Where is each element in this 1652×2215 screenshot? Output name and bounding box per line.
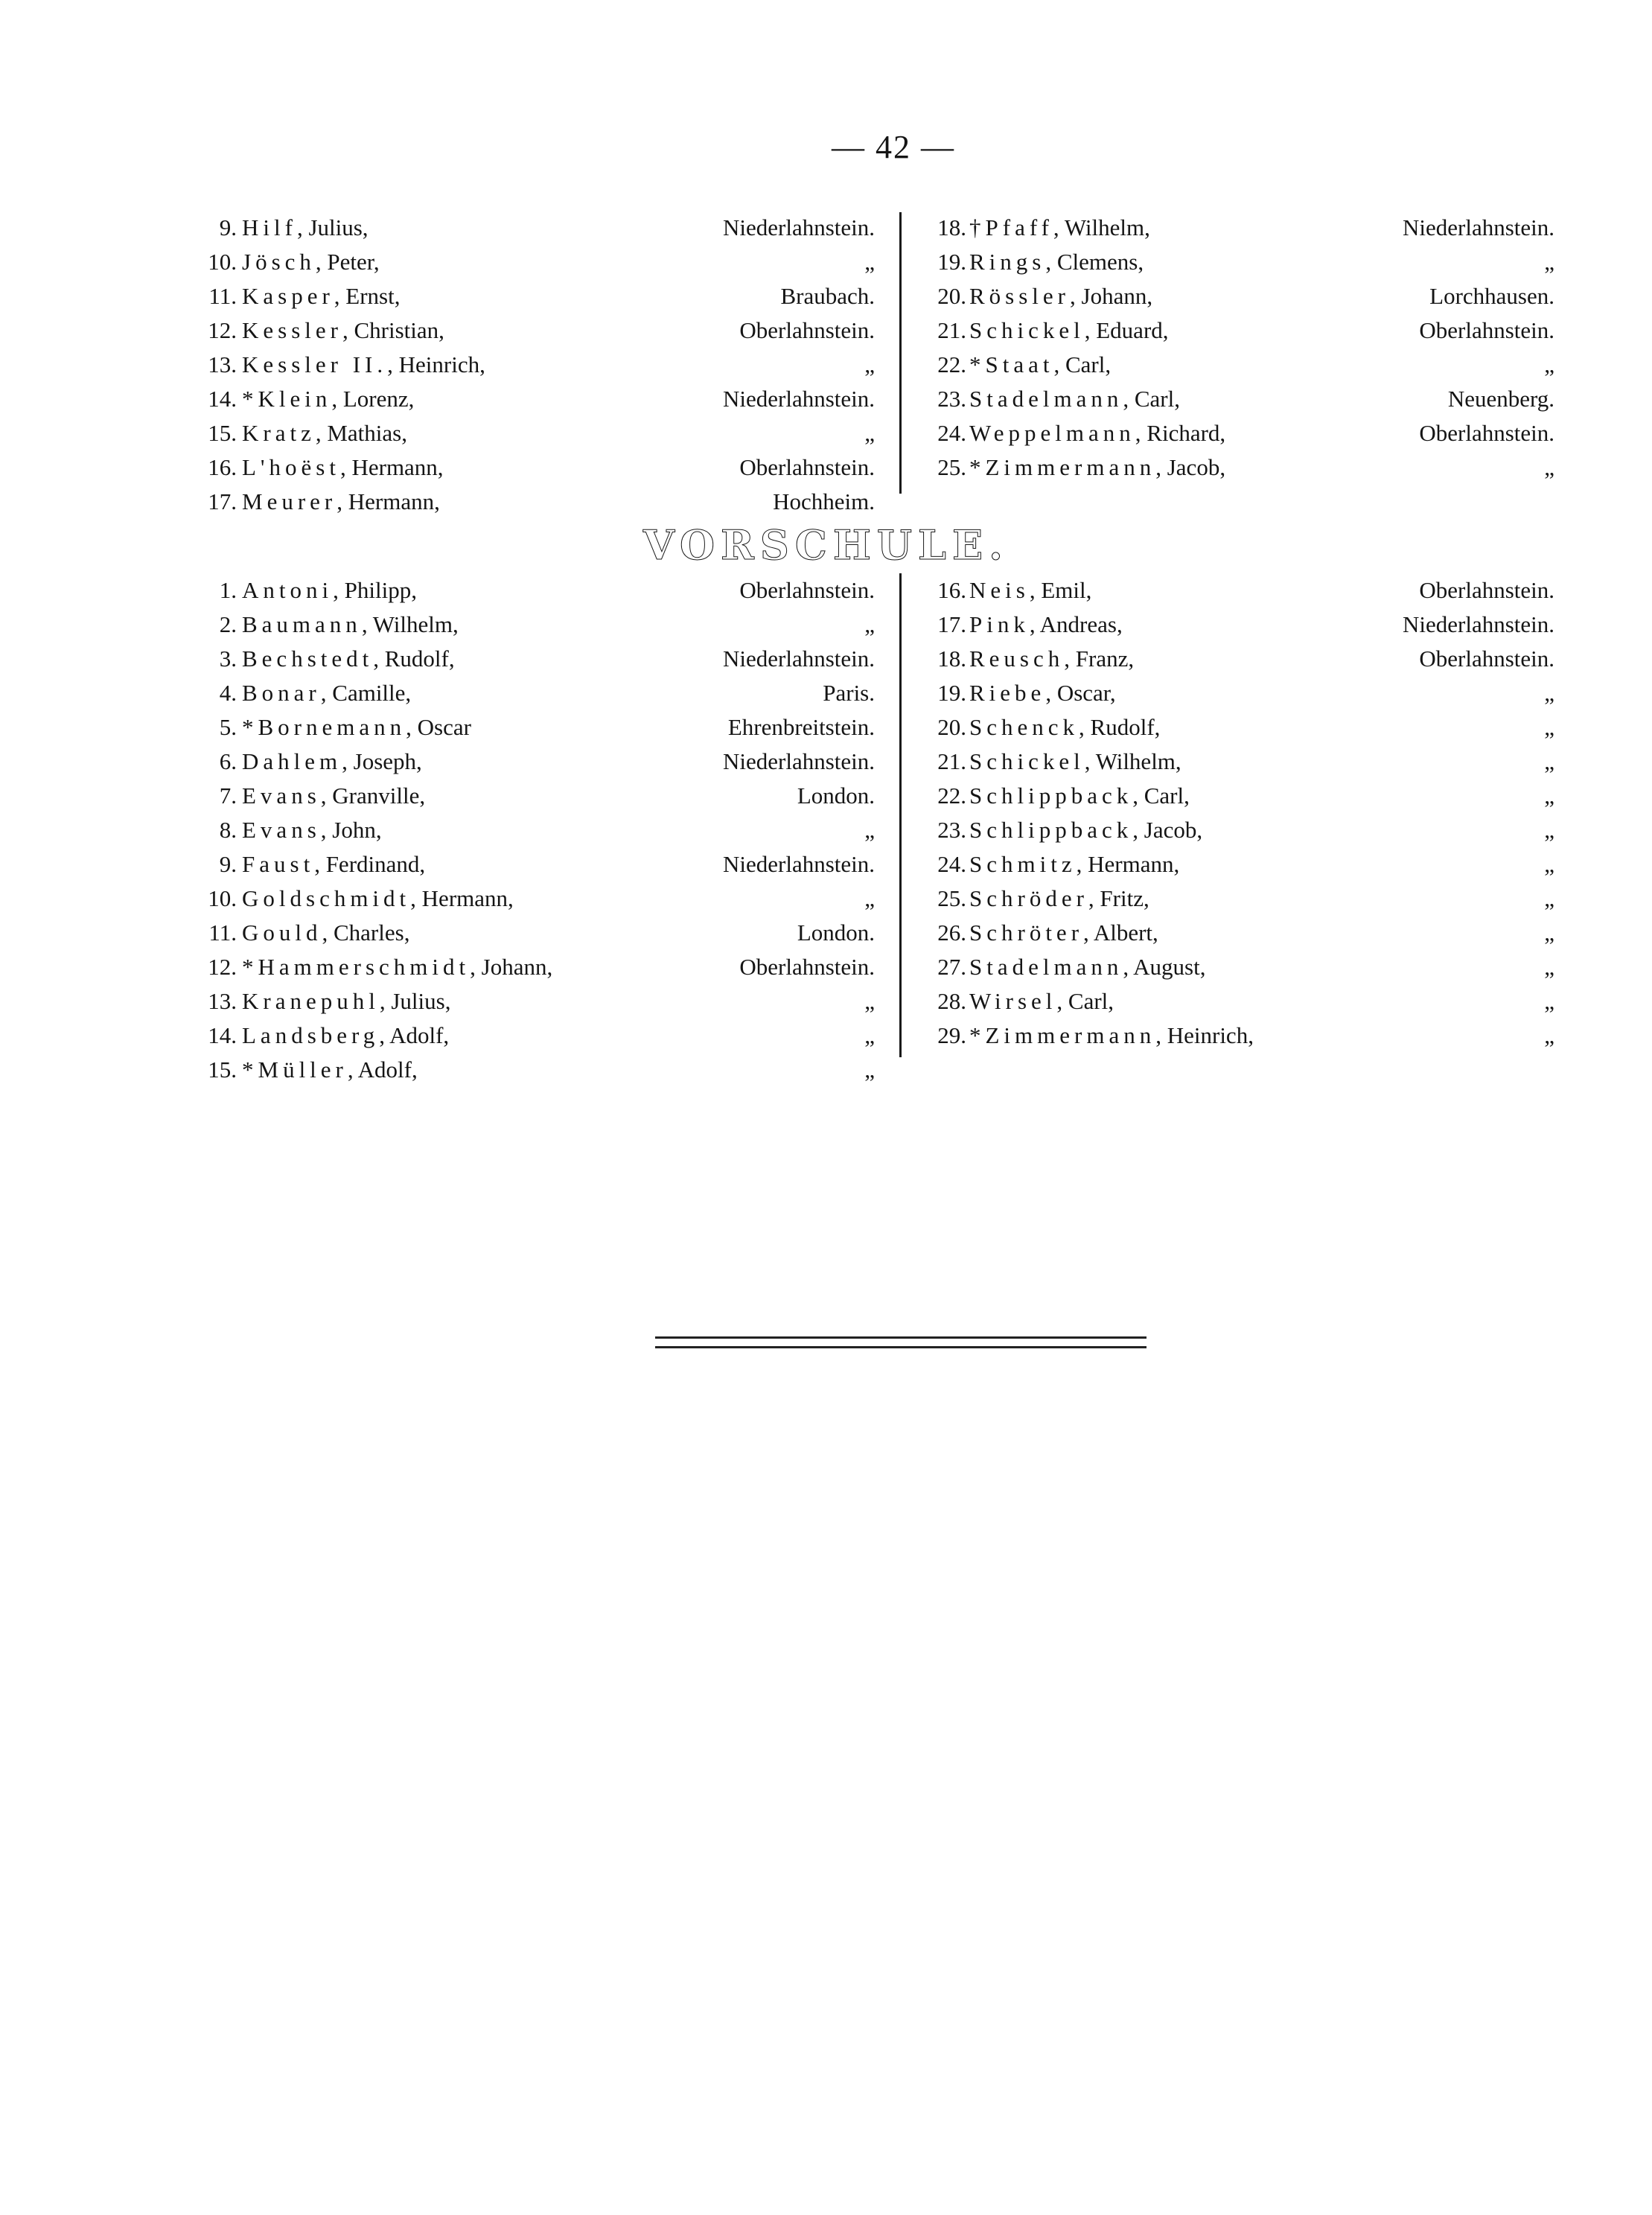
entry-number: 23. <box>937 386 966 412</box>
entry-surname: L'hoëst <box>242 454 340 480</box>
entry-name <box>969 211 1150 245</box>
entry-place: „ <box>864 1022 875 1048</box>
entry-place: „ <box>864 1056 875 1083</box>
vorschule-column-divider <box>899 573 902 1057</box>
entry-name <box>242 642 455 676</box>
list-item <box>179 710 875 745</box>
entry-number: 3. <box>219 646 237 672</box>
list-item <box>179 313 875 348</box>
list-item <box>908 950 1554 984</box>
entry-name <box>242 710 471 745</box>
entry-place: Niederlahnstein. <box>722 851 875 877</box>
entry-surname: Rings <box>969 249 1046 275</box>
entry-surname: Bonar <box>242 680 321 706</box>
entry-place: „ <box>864 351 875 377</box>
entry-surname: *Klein <box>242 386 332 412</box>
entry-given-name: , Hermann, <box>410 885 514 911</box>
list-item <box>908 313 1554 348</box>
entry-number: 24. <box>937 420 966 446</box>
entry-name <box>969 745 1181 779</box>
entry-given-name: , Carl, <box>1123 386 1180 412</box>
entry-surname: Evans <box>242 783 321 809</box>
entry-surname: Pink <box>969 611 1030 637</box>
entry-place: Lorchhausen. <box>1429 283 1554 309</box>
list-item <box>179 813 875 847</box>
upper-right-column <box>908 211 1554 485</box>
entry-given-name: , Ernst, <box>334 283 401 309</box>
list-item <box>179 950 875 984</box>
entry-number: 19. <box>937 249 966 275</box>
entry-surname: Bechstedt <box>242 646 374 672</box>
end-double-rule <box>655 1336 1146 1348</box>
list-item <box>908 573 1554 608</box>
entry-given-name: , Hermann, <box>1076 851 1180 877</box>
list-item <box>179 211 875 245</box>
entry-name <box>969 779 1190 813</box>
entry-given-name: , Andreas, <box>1029 611 1123 637</box>
entry-name <box>969 642 1134 676</box>
entry-surname: Kessler <box>242 317 342 343</box>
entry-surname: *Hammerschmidt <box>242 954 471 980</box>
entry-place: Niederlahnstein. <box>722 646 875 672</box>
upper-column-divider <box>899 212 902 494</box>
entry-place: „ <box>1544 851 1554 877</box>
entry-number: 21. <box>937 317 966 343</box>
entry-place: „ <box>1544 885 1554 911</box>
entry-surname: *Staat <box>969 351 1054 377</box>
entry-given-name: , Franz, <box>1064 646 1135 672</box>
entry-place: Ehrenbreitstein. <box>727 714 875 740</box>
entry-given-name: , Johann, <box>470 954 553 980</box>
list-item <box>908 1019 1554 1053</box>
list-item <box>179 485 875 519</box>
list-item <box>179 1019 875 1053</box>
entry-number: 19. <box>937 680 966 706</box>
entry-given-name: , Jacob, <box>1132 817 1203 843</box>
entry-place: Oberlahnstein. <box>1419 646 1554 672</box>
entry-place: Niederlahnstein. <box>722 748 875 774</box>
entry-number: 24. <box>937 851 966 877</box>
entry-surname: Schickel <box>969 748 1085 774</box>
entry-given-name: , Emil, <box>1029 577 1092 603</box>
entry-surname: Riebe <box>969 680 1046 706</box>
entry-given-name: , Adolf, <box>379 1022 450 1048</box>
list-item <box>908 745 1554 779</box>
entry-number: 22. <box>937 351 966 377</box>
upper-left-column <box>179 211 875 519</box>
entry-surname: Landsberg <box>242 1022 380 1048</box>
entry-name <box>242 573 417 608</box>
entry-surname: Goldschmidt <box>242 885 411 911</box>
entry-number: 5. <box>219 714 237 740</box>
entry-surname: Schröder <box>969 885 1088 911</box>
entry-number: 17. <box>937 611 966 637</box>
entry-number: 12. <box>208 954 237 980</box>
entry-name <box>969 573 1091 608</box>
entry-given-name: , Wilhelm, <box>1084 748 1181 774</box>
entry-number: 15. <box>208 1056 237 1083</box>
entry-place: „ <box>1544 680 1554 706</box>
entry-name <box>242 745 422 779</box>
entry-surname: †Pfaff <box>969 214 1053 240</box>
entry-number: 6. <box>219 748 237 774</box>
entry-place: „ <box>864 249 875 275</box>
entry-name <box>969 950 1205 984</box>
entry-name <box>242 882 514 916</box>
entry-place: „ <box>1544 1022 1554 1048</box>
entry-number: 26. <box>937 920 966 946</box>
entry-number: 22. <box>937 783 966 809</box>
entry-number: 9. <box>219 851 237 877</box>
entry-surname: Kasper <box>242 283 334 309</box>
entry-name <box>242 608 459 642</box>
entry-name <box>969 847 1179 882</box>
entry-given-name: , Peter, <box>315 249 380 275</box>
entry-given-name: , Carl, <box>1053 351 1112 377</box>
entry-number: 16. <box>208 454 237 480</box>
entry-given-name: , Eduard, <box>1084 317 1169 343</box>
entry-number: 14. <box>208 386 237 412</box>
entry-surname: *Zimmermann <box>969 454 1156 480</box>
list-item <box>908 245 1554 279</box>
entry-given-name: , Julius, <box>296 214 369 240</box>
entry-surname: Reusch <box>969 646 1065 672</box>
entry-number: 23. <box>937 817 966 843</box>
entry-given-name: , Fritz, <box>1088 885 1149 911</box>
entry-number: 1. <box>219 577 237 603</box>
list-item <box>908 847 1554 882</box>
entry-given-name: , Wilhelm, <box>361 611 459 637</box>
entry-number: 8. <box>219 817 237 843</box>
entry-name <box>242 245 380 279</box>
entry-name <box>242 1053 418 1087</box>
entry-name <box>242 676 411 710</box>
list-item <box>908 916 1554 950</box>
list-item <box>179 348 875 382</box>
list-item <box>179 745 875 779</box>
entry-name <box>969 984 1114 1019</box>
entry-given-name: , Richard, <box>1135 420 1226 446</box>
entry-name <box>242 211 369 245</box>
entry-given-name: , Philipp, <box>333 577 417 603</box>
entry-name <box>242 279 400 313</box>
entry-number: 25. <box>937 454 966 480</box>
entry-place: „ <box>1544 817 1554 843</box>
entry-surname: Schröter <box>969 920 1084 946</box>
entry-name <box>242 950 552 984</box>
entry-place: „ <box>864 420 875 446</box>
entry-surname: Antoni <box>242 577 334 603</box>
entry-place: Niederlahnstein. <box>1402 214 1554 240</box>
list-item <box>908 710 1554 745</box>
entry-given-name: , Hermann, <box>339 454 444 480</box>
list-item <box>908 608 1554 642</box>
entry-place: „ <box>1544 454 1554 480</box>
entry-place: „ <box>1544 954 1554 980</box>
entry-given-name: , Rudolf, <box>1079 714 1161 740</box>
entry-surname: Dahlem <box>242 748 342 774</box>
list-item <box>179 676 875 710</box>
list-item <box>179 573 875 608</box>
list-item <box>179 916 875 950</box>
entry-name <box>969 416 1225 450</box>
entry-place: Neuenberg. <box>1447 386 1554 412</box>
entry-number: 4. <box>219 680 237 706</box>
entry-number: 13. <box>208 988 237 1014</box>
entry-name <box>242 382 414 416</box>
entry-surname: Baumann <box>242 611 362 637</box>
entry-number: 20. <box>937 283 966 309</box>
entry-place: Oberlahnstein. <box>739 454 875 480</box>
entry-name <box>242 779 425 813</box>
entry-number: 11. <box>208 283 237 309</box>
entry-surname: Weppelmann <box>969 420 1135 446</box>
list-item <box>908 416 1554 450</box>
list-item <box>179 1053 875 1087</box>
entry-number: 21. <box>937 748 966 774</box>
entry-number: 13. <box>208 351 237 377</box>
entry-given-name: , Camille, <box>320 680 412 706</box>
entry-name <box>969 916 1158 950</box>
entry-surname: *Müller <box>242 1056 348 1083</box>
entry-surname: Kratz <box>242 420 316 446</box>
entry-name <box>242 813 382 847</box>
entry-place: Niederlahnstein. <box>722 386 875 412</box>
list-item <box>179 245 875 279</box>
entry-number: 11. <box>208 920 237 946</box>
entry-number: 14. <box>208 1022 237 1048</box>
entry-surname: Kessler II. <box>242 351 388 377</box>
page-number: — 42 — <box>832 129 955 165</box>
entry-surname: Schlippback <box>969 817 1133 843</box>
entry-place: Oberlahnstein. <box>1419 420 1554 446</box>
list-item <box>908 642 1554 676</box>
entry-place: Oberlahnstein. <box>1419 317 1554 343</box>
entry-number: 12. <box>208 317 237 343</box>
list-item <box>179 984 875 1019</box>
entry-place: „ <box>1544 351 1554 377</box>
entry-place: „ <box>864 988 875 1014</box>
entry-given-name: , Lorenz, <box>331 386 415 412</box>
entry-place: Niederlahnstein. <box>1402 611 1554 637</box>
entry-number: 2. <box>219 611 237 637</box>
entry-surname: Schlippback <box>969 783 1133 809</box>
entry-surname: Rössler <box>969 283 1070 309</box>
list-item <box>179 416 875 450</box>
entry-place: Oberlahnstein. <box>739 577 875 603</box>
entry-name <box>969 348 1111 382</box>
entry-given-name: , Oscar <box>406 714 471 740</box>
entry-place: „ <box>1544 920 1554 946</box>
entry-surname: Stadelmann <box>969 954 1123 980</box>
list-item <box>179 642 875 676</box>
entry-name <box>242 1019 449 1053</box>
entry-place: „ <box>1544 748 1554 774</box>
section-title-vorschule: VORSCHULE. <box>643 521 1009 569</box>
vorschule-right-column <box>908 573 1554 1053</box>
list-item <box>908 813 1554 847</box>
entry-surname: Hilf <box>242 214 297 240</box>
entry-place: „ <box>864 611 875 637</box>
entry-given-name: , Adolf, <box>347 1056 418 1083</box>
entry-place: Hochheim. <box>773 488 875 514</box>
entry-number: 15. <box>208 420 237 446</box>
entry-name <box>242 485 440 519</box>
entry-given-name: , Johann, <box>1070 283 1153 309</box>
list-item <box>179 608 875 642</box>
student-list-upper <box>0 211 1652 523</box>
entry-name <box>969 279 1152 313</box>
entry-given-name: , Albert, <box>1083 920 1158 946</box>
entry-surname: Kranepuhl <box>242 988 380 1014</box>
entry-place: „ <box>1544 988 1554 1014</box>
entry-number: 25. <box>937 885 966 911</box>
list-item <box>179 279 875 313</box>
entry-name <box>969 608 1123 642</box>
entry-name <box>969 313 1169 348</box>
entry-surname: *Bornemann <box>242 714 406 740</box>
entry-given-name: , Ferdinand, <box>314 851 426 877</box>
entry-number: 10. <box>208 885 237 911</box>
list-item <box>908 382 1554 416</box>
entry-place: London. <box>797 783 875 809</box>
list-item <box>908 984 1554 1019</box>
entry-given-name: , Hermann, <box>337 488 440 514</box>
entry-place: „ <box>1544 714 1554 740</box>
entry-place: Oberlahnstein. <box>739 317 875 343</box>
entry-name <box>969 710 1160 745</box>
entry-surname: Wirsel <box>969 988 1057 1014</box>
list-item <box>908 211 1554 245</box>
entry-given-name: , Heinrich, <box>387 351 485 377</box>
entry-number: 18. <box>937 214 966 240</box>
entry-name <box>969 245 1144 279</box>
entry-number: 27. <box>937 954 966 980</box>
entry-surname: Schenck <box>969 714 1079 740</box>
entry-given-name: , Carl, <box>1056 988 1114 1014</box>
list-item <box>179 847 875 882</box>
entry-given-name: , Oscar, <box>1045 680 1116 706</box>
entry-given-name: , Charles, <box>322 920 410 946</box>
entry-place: Niederlahnstein. <box>722 214 875 240</box>
list-item <box>908 882 1554 916</box>
entry-surname: *Zimmermann <box>969 1022 1156 1048</box>
list-item <box>908 450 1554 485</box>
list-item <box>179 382 875 416</box>
entry-place: „ <box>864 817 875 843</box>
entry-surname: Schickel <box>969 317 1085 343</box>
list-item <box>179 450 875 485</box>
entry-name <box>242 916 409 950</box>
entry-given-name: , Julius, <box>379 988 451 1014</box>
entry-number: 18. <box>937 646 966 672</box>
entry-surname: Evans <box>242 817 321 843</box>
list-item <box>908 779 1554 813</box>
entry-given-name: , Christian, <box>342 317 444 343</box>
vorschule-left-column <box>179 573 875 1087</box>
entry-surname: Gould <box>242 920 322 946</box>
entry-number: 16. <box>937 577 966 603</box>
entry-given-name: , Rudolf, <box>373 646 455 672</box>
entry-place: London. <box>797 920 875 946</box>
list-item <box>179 882 875 916</box>
entry-surname: Jösch <box>242 249 316 275</box>
entry-name <box>969 1019 1254 1053</box>
entry-place: Oberlahnstein. <box>739 954 875 980</box>
entry-given-name: , John, <box>320 817 382 843</box>
list-item <box>908 348 1554 382</box>
entry-number: 10. <box>208 249 237 275</box>
entry-surname: Schmitz <box>969 851 1077 877</box>
entry-given-name: , Carl, <box>1132 783 1190 809</box>
entry-number: 17. <box>208 488 237 514</box>
entry-name <box>242 416 407 450</box>
entry-given-name: , Heinrich, <box>1155 1022 1254 1048</box>
list-item <box>908 279 1554 313</box>
entry-name <box>969 882 1149 916</box>
entry-surname: Neis <box>969 577 1030 603</box>
entry-name <box>969 813 1202 847</box>
entry-surname: Meurer <box>242 488 337 514</box>
entry-place: Oberlahnstein. <box>1419 577 1554 603</box>
entry-name <box>969 450 1225 485</box>
entry-name <box>242 313 444 348</box>
entry-given-name: , Mathias, <box>315 420 407 446</box>
entry-number: 29. <box>937 1022 966 1048</box>
entry-name <box>242 450 444 485</box>
list-item <box>179 779 875 813</box>
entry-number: 7. <box>219 783 237 809</box>
entry-given-name: , Joseph, <box>342 748 422 774</box>
entry-name <box>242 348 485 382</box>
entry-place: Braubach. <box>780 283 875 309</box>
entry-given-name: , Clemens, <box>1045 249 1144 275</box>
entry-surname: Stadelmann <box>969 386 1123 412</box>
entry-surname: Faust <box>242 851 315 877</box>
entry-name <box>969 382 1180 416</box>
list-item <box>908 676 1554 710</box>
entry-number: 28. <box>937 988 966 1014</box>
entry-given-name: , August, <box>1123 954 1206 980</box>
entry-given-name: , Wilhelm, <box>1053 214 1150 240</box>
student-list-vorschule <box>0 573 1652 1094</box>
entry-place: Paris. <box>823 680 875 706</box>
entry-place: „ <box>1544 783 1554 809</box>
entry-number: 9. <box>219 214 237 240</box>
entry-place: „ <box>864 885 875 911</box>
entry-place: „ <box>1544 249 1554 275</box>
entry-given-name: , Granville, <box>320 783 426 809</box>
entry-given-name: , Jacob, <box>1155 454 1226 480</box>
entry-name <box>242 984 450 1019</box>
entry-number: 20. <box>937 714 966 740</box>
entry-name <box>969 676 1116 710</box>
entry-name <box>242 847 425 882</box>
